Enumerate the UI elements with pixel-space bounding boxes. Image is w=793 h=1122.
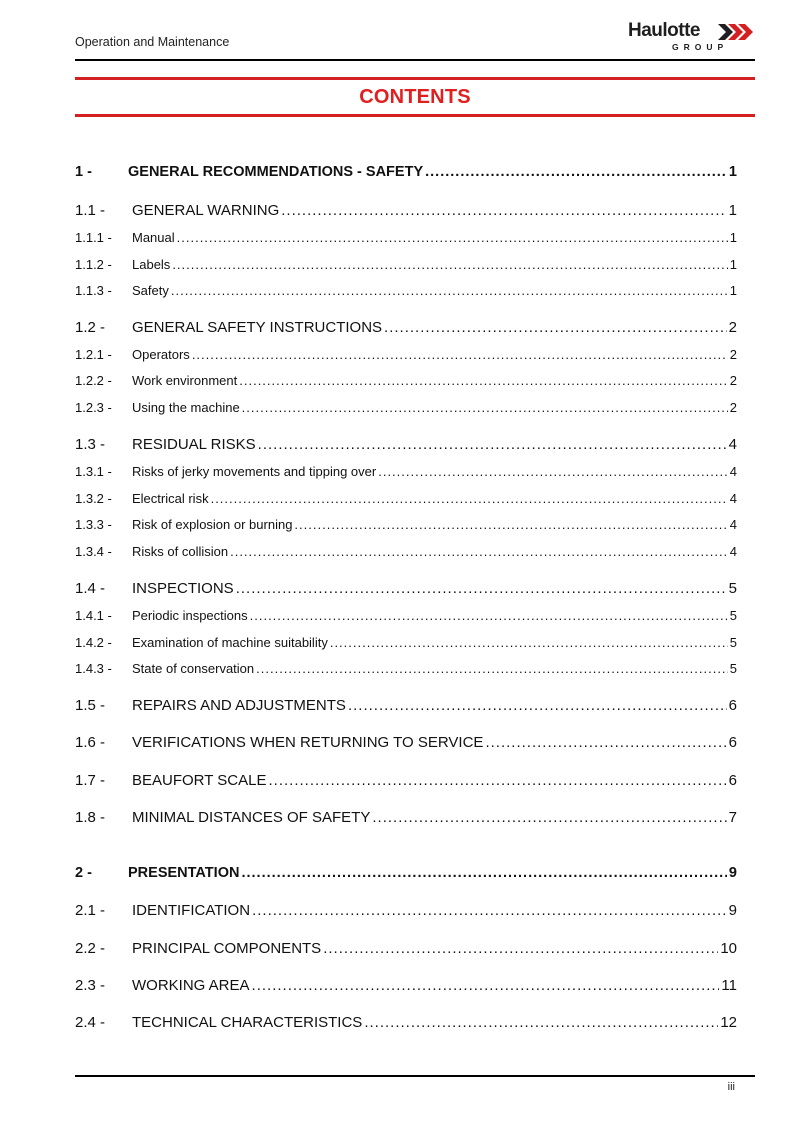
toc-entry[interactable]	[75, 517, 737, 532]
toc-entry-number: 1.2.2 -	[75, 373, 112, 388]
toc-dot-leader	[269, 772, 727, 789]
toc-entry-number: 1.3.3 -	[75, 517, 112, 532]
toc-entry[interactable]	[75, 940, 737, 957]
toc-entry-number: 1.5 -	[75, 697, 106, 714]
toc-entry-page: 6	[728, 772, 737, 789]
toc-entry-page: 1	[729, 230, 737, 245]
toc-entry-title: Risk of explosion or burning	[132, 517, 293, 532]
toc-entry-page: 9	[728, 902, 737, 919]
toc-dot-leader	[252, 977, 720, 994]
toc-entry-page: 6	[728, 734, 737, 751]
toc-dot-leader	[330, 635, 728, 650]
toc-entry-number: 1.4 -	[75, 580, 106, 597]
toc-entry[interactable]	[75, 734, 737, 751]
toc-dot-leader	[258, 436, 727, 453]
page-title: CONTENTS	[359, 86, 471, 108]
toc-entry-number: 1.3.2 -	[75, 491, 112, 506]
title-rule-top	[75, 77, 755, 80]
toc-entry[interactable]	[75, 809, 737, 826]
toc-entry[interactable]	[75, 202, 737, 219]
toc-entry[interactable]	[75, 902, 737, 919]
toc-entry-page: 1	[728, 164, 737, 180]
toc-entry-page: 7	[728, 809, 737, 826]
toc-entry[interactable]	[75, 464, 737, 479]
toc-entry[interactable]	[75, 661, 737, 676]
toc-dot-leader	[256, 661, 728, 676]
toc-entry-page: 5	[728, 580, 737, 597]
toc-entry-title: VERIFICATIONS WHEN RETURNING TO SERVICE	[132, 734, 484, 751]
toc-dot-leader	[239, 373, 728, 388]
toc-entry[interactable]	[75, 230, 737, 245]
toc-entry-number: 2.4 -	[75, 1014, 106, 1031]
toc-entry-number: 1.4.3 -	[75, 661, 112, 676]
toc-entry-page: 4	[729, 491, 737, 506]
toc-entry-title: BEAUFORT SCALE	[132, 772, 267, 789]
toc-entry[interactable]	[75, 257, 737, 272]
toc-dot-leader	[294, 517, 727, 532]
toc-entry[interactable]	[75, 544, 737, 559]
toc-entry-title: GENERAL SAFETY INSTRUCTIONS	[132, 319, 383, 336]
toc-dot-leader	[384, 319, 727, 336]
toc-entry-title: Labels	[132, 257, 171, 272]
toc-dot-leader	[348, 697, 727, 714]
toc-entry-number: 1.6 -	[75, 734, 106, 751]
toc-entry-page: 2	[729, 400, 737, 415]
toc-entry-page: 2	[729, 347, 737, 362]
toc-dot-leader	[485, 734, 726, 751]
toc-dot-leader	[172, 257, 727, 272]
toc-entry-title: IDENTIFICATION	[132, 902, 251, 919]
toc-dot-leader	[241, 865, 726, 881]
toc-entry-title: Risks of jerky movements and tipping over	[132, 464, 377, 479]
toc-entry[interactable]	[75, 491, 737, 506]
toc-entry-page: 1	[728, 202, 737, 219]
toc-entry-page: 1	[729, 257, 737, 272]
toc-entry[interactable]	[75, 580, 737, 597]
toc-entry-page: 5	[729, 661, 737, 676]
toc-entry-page: 10	[720, 940, 737, 957]
toc-entry-number: 1.1.3 -	[75, 283, 112, 298]
toc-entry[interactable]	[75, 400, 737, 415]
toc-entry-page: 11	[721, 977, 737, 994]
toc-entry[interactable]	[75, 697, 737, 714]
toc-entry-title: Manual	[132, 230, 175, 245]
toc-entry-page: 2	[729, 373, 737, 388]
toc-entry-title: GENERAL RECOMMENDATIONS - SAFETY	[128, 164, 424, 180]
toc-entry-title: Examination of machine suitability	[132, 635, 328, 650]
toc-entry-title: GENERAL WARNING	[132, 202, 280, 219]
logo-wordmark: Haulotte	[628, 20, 700, 41]
toc-entry[interactable]	[75, 865, 737, 881]
footer-rule	[75, 1075, 755, 1077]
toc-entry-title: MINIMAL DISTANCES OF SAFETY	[132, 809, 371, 826]
toc-entry-page: 5	[729, 635, 737, 650]
toc-entry-title: INSPECTIONS	[132, 580, 234, 597]
toc-entry[interactable]	[75, 283, 737, 298]
toc-entry-page: 4	[729, 464, 737, 479]
toc-entry[interactable]	[75, 164, 737, 180]
toc-entry-number: 1.2 -	[75, 319, 106, 336]
header-label: Operation and Maintenance	[75, 35, 230, 49]
toc-entry-number: 1.4.2 -	[75, 635, 112, 650]
toc-entry-number: 1.3.4 -	[75, 544, 112, 559]
toc-entry-number: 1.3 -	[75, 436, 106, 453]
title-rule-bottom	[75, 114, 755, 117]
logo-group-text: GROUP	[672, 42, 729, 52]
logo-chevrons-icon	[718, 22, 754, 42]
toc-entry-number: 2.2 -	[75, 940, 106, 957]
toc-entry-page: 4	[728, 436, 737, 453]
toc-entry-title: PRINCIPAL COMPONENTS	[132, 940, 322, 957]
toc-entry-page: 5	[729, 608, 737, 623]
toc-entry-number: 1.2.1 -	[75, 347, 112, 362]
toc-entry-title: RESIDUAL RISKS	[132, 436, 256, 453]
toc-entry-title: Work environment	[132, 373, 238, 388]
toc-dot-leader	[250, 608, 728, 623]
toc-entry-title: Safety	[132, 283, 169, 298]
toc-dot-leader	[236, 580, 727, 597]
toc-entry-title: Using the machine	[132, 400, 240, 415]
toc-entry-page: 12	[720, 1014, 737, 1031]
toc-entry-page: 2	[728, 319, 737, 336]
toc-entry-title: Periodic inspections	[132, 608, 248, 623]
toc-entry[interactable]	[75, 347, 737, 362]
toc-entry-number: 1.3.1 -	[75, 464, 112, 479]
toc-entry-number: 2 -	[75, 865, 92, 881]
toc-dot-leader	[192, 347, 728, 362]
toc-dot-leader	[378, 464, 728, 479]
toc-dot-leader	[177, 230, 728, 245]
toc-entry-title: State of conservation	[132, 661, 255, 676]
toc-entry-title: REPAIRS AND ADJUSTMENTS	[132, 697, 346, 714]
toc-entry-number: 1.4.1 -	[75, 608, 112, 623]
toc-entry-page: 1	[729, 283, 737, 298]
toc-entry-title: Risks of collision	[132, 544, 229, 559]
toc-entry-number: 1.8 -	[75, 809, 106, 826]
footer-page-number: iii	[727, 1081, 735, 1093]
toc-entry[interactable]	[75, 608, 737, 623]
toc-entry-title: PRESENTATION	[128, 865, 240, 881]
toc-entry-number: 1.1 -	[75, 202, 106, 219]
toc-entry-page: 4	[729, 517, 737, 532]
toc-entry-page: 9	[728, 865, 737, 881]
toc-entry[interactable]	[75, 772, 737, 789]
toc-dot-leader	[171, 283, 728, 298]
haulotte-logo	[626, 20, 754, 54]
toc-dot-leader	[211, 491, 728, 506]
toc-entry-number: 1.1.2 -	[75, 257, 112, 272]
header-rule	[75, 59, 755, 61]
toc-entry-number: 2.1 -	[75, 902, 106, 919]
toc-dot-leader	[323, 940, 718, 957]
toc-entry-number: 1.7 -	[75, 772, 106, 789]
toc-entry-number: 1.2.3 -	[75, 400, 112, 415]
toc-dot-leader	[242, 400, 728, 415]
toc-entry[interactable]	[75, 977, 737, 994]
toc-dot-leader	[230, 544, 728, 559]
toc-dot-leader	[281, 202, 726, 219]
toc-entry-number: 1.1.1 -	[75, 230, 112, 245]
toc-entry-title: WORKING AREA	[132, 977, 250, 994]
toc-dot-leader	[425, 164, 727, 180]
toc-entry-page: 6	[728, 697, 737, 714]
toc-entry[interactable]	[75, 319, 737, 336]
toc-entry[interactable]	[75, 436, 737, 453]
toc-entry-title: Operators	[132, 347, 190, 362]
toc-dot-leader	[372, 809, 726, 826]
toc-entry-number: 1 -	[75, 164, 92, 180]
toc-entry[interactable]	[75, 373, 737, 388]
toc-dot-leader	[364, 1014, 718, 1031]
toc-entry-title: Electrical risk	[132, 491, 209, 506]
toc-dot-leader	[252, 902, 727, 919]
toc-entry-number: 2.3 -	[75, 977, 106, 994]
toc-entry[interactable]	[75, 635, 737, 650]
toc-entry-title: TECHNICAL CHARACTERISTICS	[132, 1014, 363, 1031]
toc-entry-page: 4	[729, 544, 737, 559]
toc-entry[interactable]	[75, 1014, 737, 1031]
